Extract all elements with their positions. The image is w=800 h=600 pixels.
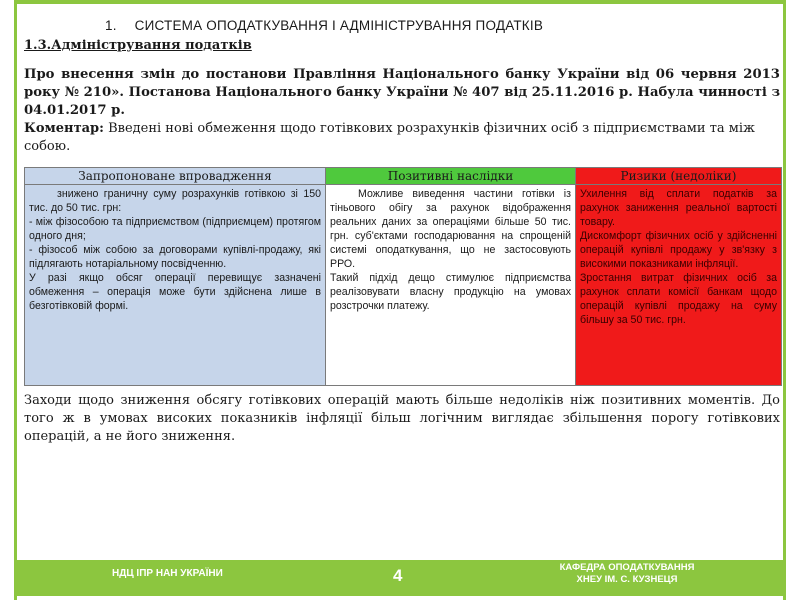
positive-item: Можливе виведення частини готівки із тіньового обігу за рахунок відображення реальних даних за операціями більше 50 тис. грн. суб'єктами господарювання на спрощеній системі оподаткування, що не застосовують РРО. — [330, 188, 571, 270]
conclusion-paragraph: Заходи щодо зниження обсягу готівкових операцій мають більше недоліків ніж позитивних моментів. До того ж в умовах високих показників інфляції більш логічним виглядає збільшення порогу готівкових операцій, а не його зниження. — [24, 393, 780, 444]
slide-title-number: 1. — [105, 18, 117, 33]
footer-org-right — [537, 562, 717, 586]
comment-label: Коментар: — [24, 121, 104, 136]
implementation-cell — [25, 185, 326, 386]
footer-bar — [17, 560, 783, 596]
left-border-decoration — [0, 0, 17, 600]
risk-item: Дискомфорт фізичних осіб у здійсненні операцій купівлі продажу у зв'язку з високими показниками інфляції. — [580, 230, 777, 270]
implementation-item: У разі якщо обсяг операції перевищує зазначені обмеження – операція може бути здійснена лише в безготівковій формі. — [29, 272, 321, 312]
risks-cell — [576, 185, 782, 386]
header-implementation: Запропоноване впровадження — [25, 168, 326, 185]
positive-cell — [326, 185, 576, 386]
top-rule — [17, 0, 783, 4]
positive-item: Такий підхід дещо стимулює підприємства реалізовувати власну продукцію на умовах розстрочки платежу. — [330, 272, 571, 312]
footer-org-right-line2: ХНЕУ ІМ. С. КУЗНЕЦЯ — [576, 574, 678, 585]
analysis-table — [24, 167, 782, 386]
footer-org-left: НДЦ ІПР НАН УКРАЇНИ — [112, 568, 223, 579]
right-border-decoration — [783, 0, 800, 600]
header-risks: Ризики (недоліки) — [576, 168, 782, 185]
implementation-item: - фізособ між собою за договорами купівлі-продажу, які підлягають нотаріальному посвідченню. — [29, 244, 321, 270]
slide-title-text: СИСТЕМА ОПОДАТКУВАННЯ І АДМІНІСТРУВАННЯ ПОДАТКІВ — [134, 18, 544, 33]
header-positive: Позитивні наслідки — [326, 168, 576, 185]
implementation-item: - між фізособою та підприємством (підприємцем) протягом одного дня; — [29, 216, 321, 242]
table-header-row — [25, 168, 782, 185]
risk-item: Ухилення від сплати податків за рахунок заниження реальної вартості товару. — [580, 188, 777, 228]
footer-org-right-line1: КАФЕДРА ОПОДАТКУВАННЯ — [559, 562, 695, 573]
slide-title — [105, 18, 543, 33]
page-number: 4 — [393, 566, 403, 585]
comment-paragraph — [24, 120, 780, 156]
intro-paragraph: Про внесення змін до постанови Правління Національного банку України від 06 червня 2013 року № 210». Постанова Національного банку України № 407 від 25.11.2016 р. Набула чинності з 04.01.2017 р. — [24, 67, 780, 118]
section-title: 1.3.Адміністрування податків — [24, 38, 252, 53]
implementation-item: знижено граничну суму розрахунків готівкою зі 150 тис. до 50 тис. грн: — [29, 188, 321, 214]
table-row — [25, 185, 782, 386]
comment-text: Введені нові обмеження щодо готівкових розрахунків фізичних осіб з підприємствами та між собою. — [24, 121, 755, 154]
risk-item: Зростання витрат фізичних осіб за рахунок сплати комісії банкам щодо операцій купівлі продажу на суму більшу за 50 тис. грн. — [580, 272, 777, 326]
